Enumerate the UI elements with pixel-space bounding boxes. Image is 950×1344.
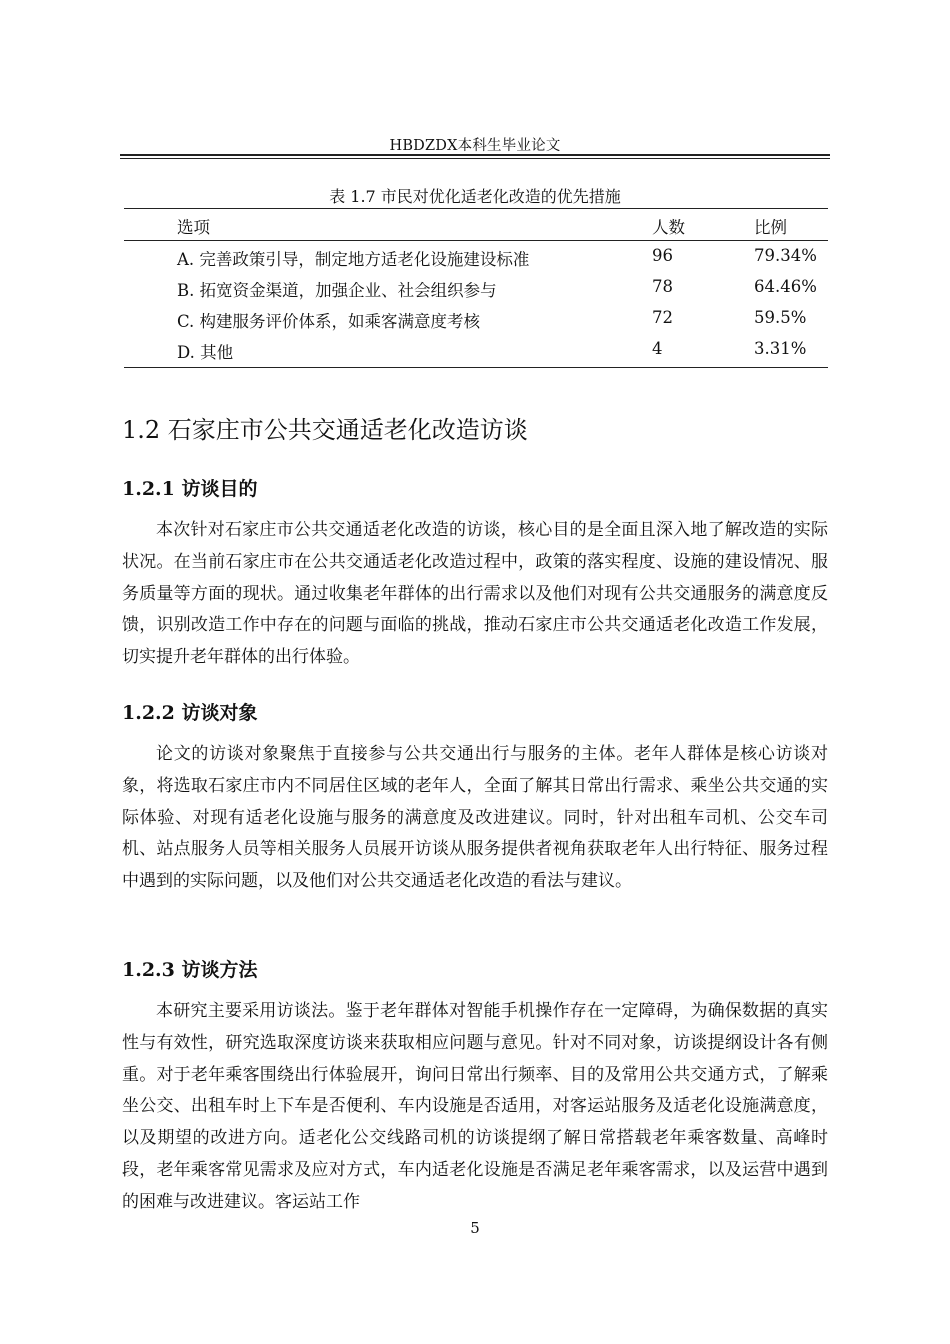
section-heading: 1.2 石家庄市公共交通适老化改造访谈 bbox=[122, 416, 528, 444]
table-row bbox=[0, 277, 950, 307]
table-row bbox=[0, 246, 950, 276]
table-cell-ratio: 79.34% bbox=[754, 246, 817, 265]
column-header-ratio: 比例 bbox=[754, 218, 787, 237]
table-cell-option: D. 其他 bbox=[177, 343, 234, 362]
table-cell-ratio: 3.31% bbox=[754, 339, 807, 358]
table-cell-option: B. 拓宽资金渠道，加强企业、社会组织参与 bbox=[177, 281, 497, 300]
table-row bbox=[0, 308, 950, 338]
table-cell-ratio: 64.46% bbox=[754, 277, 817, 296]
table-cell-ratio: 59.5% bbox=[754, 308, 807, 327]
table-cell-count: 96 bbox=[652, 246, 673, 265]
column-header-count: 人数 bbox=[652, 218, 685, 237]
table-header-rule bbox=[124, 240, 828, 241]
table-cell-count: 4 bbox=[652, 339, 663, 358]
table-cell-option: A. 完善政策引导，制定地方适老化设施建设标准 bbox=[177, 250, 530, 269]
running-header: HBDZDX本科生毕业论文 bbox=[389, 138, 561, 154]
header-rule-thin bbox=[120, 158, 830, 159]
page-number: 5 bbox=[470, 1219, 480, 1237]
subsection-heading: 1.2.3 访谈方法 bbox=[122, 959, 258, 981]
table-top-rule bbox=[124, 208, 828, 209]
header-rule bbox=[120, 154, 830, 156]
table-row bbox=[0, 339, 950, 369]
column-header-option: 选项 bbox=[177, 218, 210, 237]
body-paragraph: 论文的访谈对象聚焦于直接参与公共交通出行与服务的主体。老年人群体是核心访谈对象，将选取石家庄市内不同居住区域的老年人，全面了解其日常出行需求、乘坐公共交通的实际体验、对现有适老化设施与服务的满意度及改进建议。同时，针对出租车司机、公交车司机、站点服务人员等相关服务人员展开访谈从服务提供者视角获取老年人出行特征、服务过程中遇到的实际问题，以及他们对公共交通适老化改造的看法与建议。 bbox=[122, 744, 828, 892]
body-paragraph: 本次针对石家庄市公共交通适老化改造的访谈，核心目的是全面且深入地了解改造的实际状况。在当前石家庄市在公共交通适老化改造过程中，政策的落实程度、设施的建设情况、服务质量等方面的现状。通过收集老年群体的出行需求以及他们对现有公共交通服务的满意度反馈，识别改造工作中存在的问题与面临的挑战，推动石家庄市公共交通适老化改造工作发展，切实提升老年群体的出行体验。 bbox=[122, 520, 828, 668]
table-bottom-rule bbox=[124, 367, 828, 368]
table-caption: 表 1.7 市民对优化适老化改造的优先措施 bbox=[329, 187, 621, 206]
subsection-heading: 1.2.2 访谈对象 bbox=[122, 702, 258, 724]
table-cell-count: 78 bbox=[652, 277, 673, 296]
body-paragraph: 本研究主要采用访谈法。鉴于老年群体对智能手机操作存在一定障碍，为确保数据的真实性与有效性，研究选取深度访谈来获取相应问题与意见。针对不同对象，访谈提纲设计各有侧重。对于老年乘客围绕出行体验展开，询问日常出行频率、目的及常用公共交通方式，了解乘坐公交、出租车时上下车是否便利、车内设施是否适用，对客运站服务及适老化设施满意度，以及期望的改进方向。适老化公交线路司机的访谈提纲了解日常搭载老年乘客数量、高峰时段，老年乘客常见需求及应对方式，车内适老化设施是否满足老年乘客需求，以及运营中遇到的困难与改进建议。客运站工作 bbox=[122, 1001, 828, 1212]
table-cell-option: C. 构建服务评价体系，如乘客满意度考核 bbox=[177, 312, 481, 331]
subsection-heading: 1.2.1 访谈目的 bbox=[122, 478, 258, 500]
table-cell-count: 72 bbox=[652, 308, 673, 327]
